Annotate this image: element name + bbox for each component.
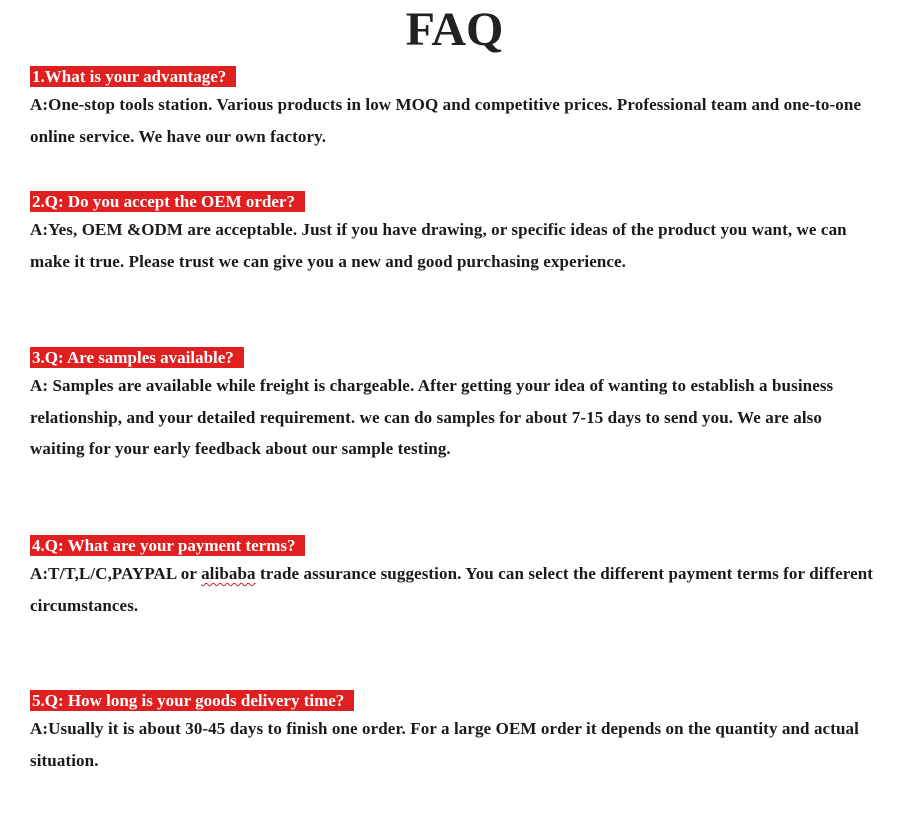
faq-answer-part: trade assurance suggestion. You can select the different payment terms for different circumstances. bbox=[30, 564, 874, 615]
faq-item-oem-order bbox=[30, 191, 880, 277]
faq-item-delivery-time bbox=[30, 690, 880, 776]
faq-answer bbox=[30, 558, 880, 621]
faq-question: 4.Q: What are your payment terms? bbox=[30, 535, 305, 556]
faq-question: 1.What is your advantage? bbox=[30, 66, 236, 87]
faq-answer: A:Yes, OEM &ODM are acceptable. Just if you have drawing, or specific ideas of the product you want, we can make it true. Please trust we can give you a new and good purchasing experience. bbox=[30, 220, 847, 271]
page-title: FAQ bbox=[405, 3, 504, 56]
spellcheck-flagged-word: alibaba bbox=[201, 564, 256, 583]
faq-answer-part: A:T/T,L/C,PAYPAL or bbox=[30, 564, 202, 583]
faq-answer: A:Usually it is about 30-45 days to finish one order. For a large OEM order it depends on the quantity and actual situation. bbox=[30, 719, 859, 770]
faq-item-advantage bbox=[30, 66, 880, 152]
faq-question: 5.Q: How long is your goods delivery time? bbox=[30, 690, 354, 711]
faq-question: 2.Q: Do you accept the OEM order? bbox=[30, 191, 305, 212]
faq-item-payment-terms bbox=[30, 535, 880, 621]
faq-answer: A:One-stop tools station. Various products in low MOQ and competitive prices. Professional team and one-to-one online service. We have our own factory. bbox=[30, 95, 862, 146]
faq-question: 3.Q: Are samples available? bbox=[30, 347, 244, 368]
faq-item-samples bbox=[30, 347, 880, 465]
faq-answer: A: Samples are available while freight is chargeable. After getting your idea of wanting to establish a business relationship, and your detailed requirement. we can do samples for about 7-15 days to send you. We are also waiting for your early feedback about our sample testing. bbox=[30, 376, 834, 458]
